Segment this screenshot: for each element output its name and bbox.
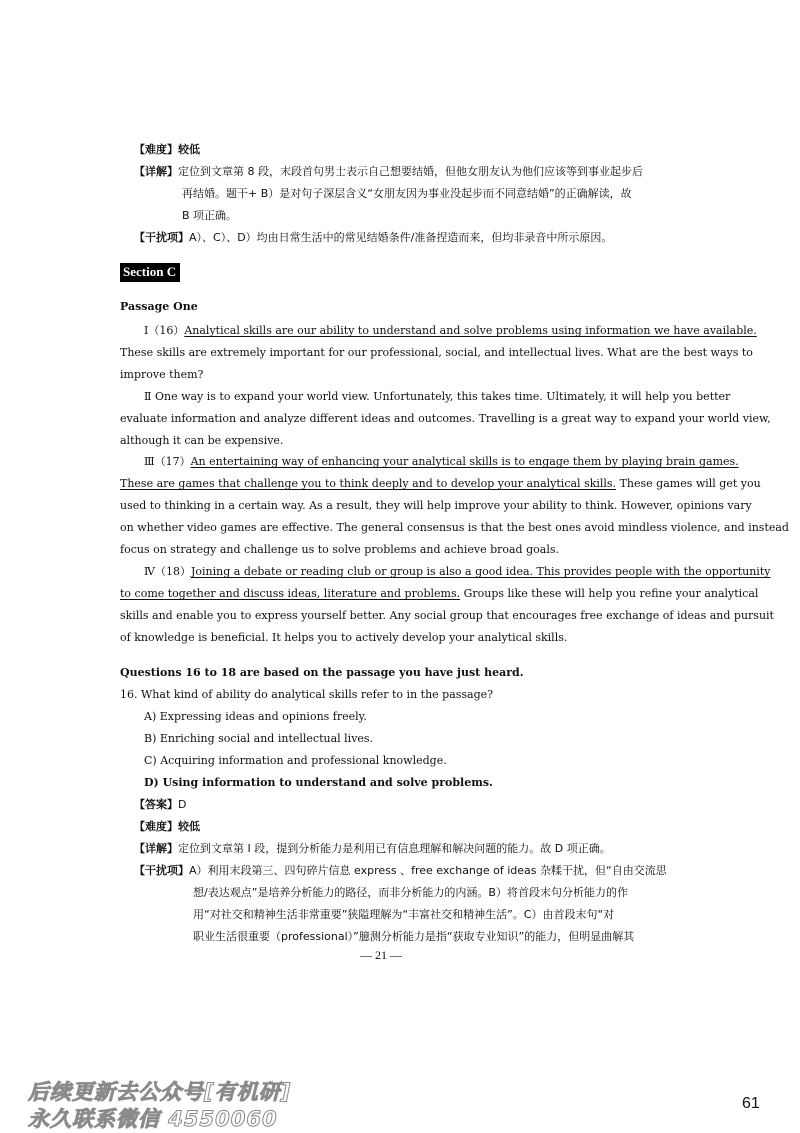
p4-prefix: Ⅳ（18） bbox=[144, 565, 191, 578]
detail-line-2: 再结婚。题干+ B）是对句子深层含义“女朋友因为事业没起步而不同意结婚”的正确解读，故 bbox=[182, 187, 632, 200]
p3-prefix: Ⅲ（17） bbox=[144, 455, 191, 468]
p1-line-2: These skills are extremely important for our professional, social, and intellectual lives. What are the best ways to bbox=[120, 346, 753, 359]
q16-answer-line bbox=[134, 798, 186, 812]
passage-title: Passage One bbox=[120, 300, 198, 313]
q16-detail-tag: 【详解】 bbox=[134, 842, 178, 855]
difficulty-value: 较低 bbox=[178, 143, 200, 156]
p2-line-3: although it can be expensive. bbox=[120, 434, 284, 447]
page-number-right: 61 bbox=[742, 1095, 760, 1112]
detail-text-1: 定位到文章第 8 段，末段首句男士表示自己想要结婚，但他女朋友认为他们应该等到事业起步后 bbox=[178, 165, 643, 178]
q16-stem: 16. What kind of ability do analytical skills refer to in the passage? bbox=[120, 688, 494, 701]
p4-line-4: of knowledge is beneficial. It helps you to actively develop your analytical skills. bbox=[120, 631, 568, 644]
questions-heading: Questions 16 to 18 are based on the passage you have just heard. bbox=[120, 666, 524, 679]
watermark-line-2: 永久联系微信 4550060 bbox=[28, 1107, 278, 1131]
distractor-line bbox=[134, 231, 612, 245]
p3-line-2 bbox=[120, 477, 761, 491]
p1-underlined: Analytical skills are our ability to understand and solve problems using information we have available. bbox=[184, 324, 757, 337]
q16-option-b: B) Enriching social and intellectual lives. bbox=[144, 732, 374, 745]
section-title: Section C bbox=[120, 263, 180, 282]
difficulty-tag: 【难度】 bbox=[134, 143, 178, 156]
q16-answer-tag: 【答案】 bbox=[134, 798, 178, 811]
q16-difficulty-tag: 【难度】 bbox=[134, 820, 178, 833]
p1-line-1 bbox=[144, 324, 757, 338]
q16-distractor-line-3: 用“对社交和精神生活非常重要”狭隘理解为“丰富社交和精神生活”。C）由首段末句“对 bbox=[193, 908, 615, 921]
q16-detail-text: 定位到文章第 I 段，提到分析能力是利用已有信息理解和解决问题的能力。故 D 项正确。 bbox=[178, 842, 611, 855]
q16-answer-value: D bbox=[178, 798, 187, 811]
q16-difficulty-line bbox=[134, 820, 200, 834]
q16-difficulty-value: 较低 bbox=[178, 820, 200, 833]
page-number: — 21 — bbox=[360, 948, 402, 962]
p4-line-2-rest: Groups like these will help you refine your analytical bbox=[460, 587, 759, 600]
p3-line-3: used to thinking in a certain way. As a result, they will help improve your ability to think. However, opinions vary bbox=[120, 499, 752, 512]
difficulty-line bbox=[134, 143, 200, 157]
p3-line-2-rest: These games will get you bbox=[616, 477, 761, 490]
watermark-line-1: 后续更新去公众号[有机研] bbox=[28, 1080, 292, 1104]
p1-line-3: improve them? bbox=[120, 368, 204, 381]
detail-tag: 【详解】 bbox=[134, 165, 178, 178]
p4-line-2 bbox=[120, 587, 758, 601]
p3-underlined-2: These are games that challenge you to think deeply and to develop your analytical skills. bbox=[120, 477, 617, 490]
detail-line-3: B 项正确。 bbox=[182, 209, 238, 222]
p1-prefix: Ⅰ（16） bbox=[144, 324, 185, 337]
q16-option-c: C) Acquiring information and professional knowledge. bbox=[144, 754, 447, 767]
p4-underlined-2: to come together and discuss ideas, literature and problems. bbox=[120, 587, 461, 600]
p3-line-1 bbox=[144, 455, 739, 469]
q16-distractor-text-1: A）利用末段第三、四句碎片信息 express 、free exchange of ideas 杂糅干扰，但“自由交流思 bbox=[189, 864, 667, 877]
distractor-tag: 【干扰项】 bbox=[134, 231, 189, 244]
q16-option-d: D) Using information to understand and solve problems. bbox=[144, 776, 493, 789]
p4-line-1 bbox=[144, 565, 770, 579]
p2-line-1: Ⅱ One way is to expand your world view. Unfortunately, this takes time. Ultimately, it will help you better bbox=[144, 390, 731, 403]
q16-option-a: A) Expressing ideas and opinions freely. bbox=[144, 710, 367, 723]
p4-underlined-1: Joining a debate or reading club or group is also a good idea. This provides people with the opportunity bbox=[191, 565, 771, 578]
q16-distractor-line-2: 想/表达观点”是培养分析能力的路径，而非分析能力的内涵。B）将首段末句分析能力的作 bbox=[193, 886, 628, 899]
q16-detail-line bbox=[134, 842, 611, 856]
p3-line-5: focus on strategy and challenge us to solve problems and achieve broad goals. bbox=[120, 543, 559, 556]
p3-line-4: on whether video games are effective. The general consensus is that the best ones avoid mindless violence, and instead bbox=[120, 521, 789, 534]
p3-underlined-1: An entertaining way of enhancing your analytical skills is to engage them by playing brain games. bbox=[190, 455, 739, 468]
distractor-text: A）、C）、D）均由日常生活中的常见结婚条件/准备捏造而来，但均非录音中所示原因。 bbox=[189, 231, 613, 244]
p4-line-3: skills and enable you to express yourself better. Any social group that encourages free exchange of ideas and pursuit bbox=[120, 609, 774, 622]
q16-distractor-line-4: 职业生活很重要（professional）”臆测分析能力是指“获取专业知识”的能力，但明显曲解其 bbox=[193, 930, 635, 943]
detail-line-1 bbox=[134, 165, 643, 179]
q16-distractor-line-1 bbox=[134, 864, 667, 878]
p2-line-2: evaluate information and analyze different ideas and outcomes. Travelling is a great way to expand your world view, bbox=[120, 412, 771, 425]
q16-distractor-tag: 【干扰项】 bbox=[134, 864, 189, 877]
